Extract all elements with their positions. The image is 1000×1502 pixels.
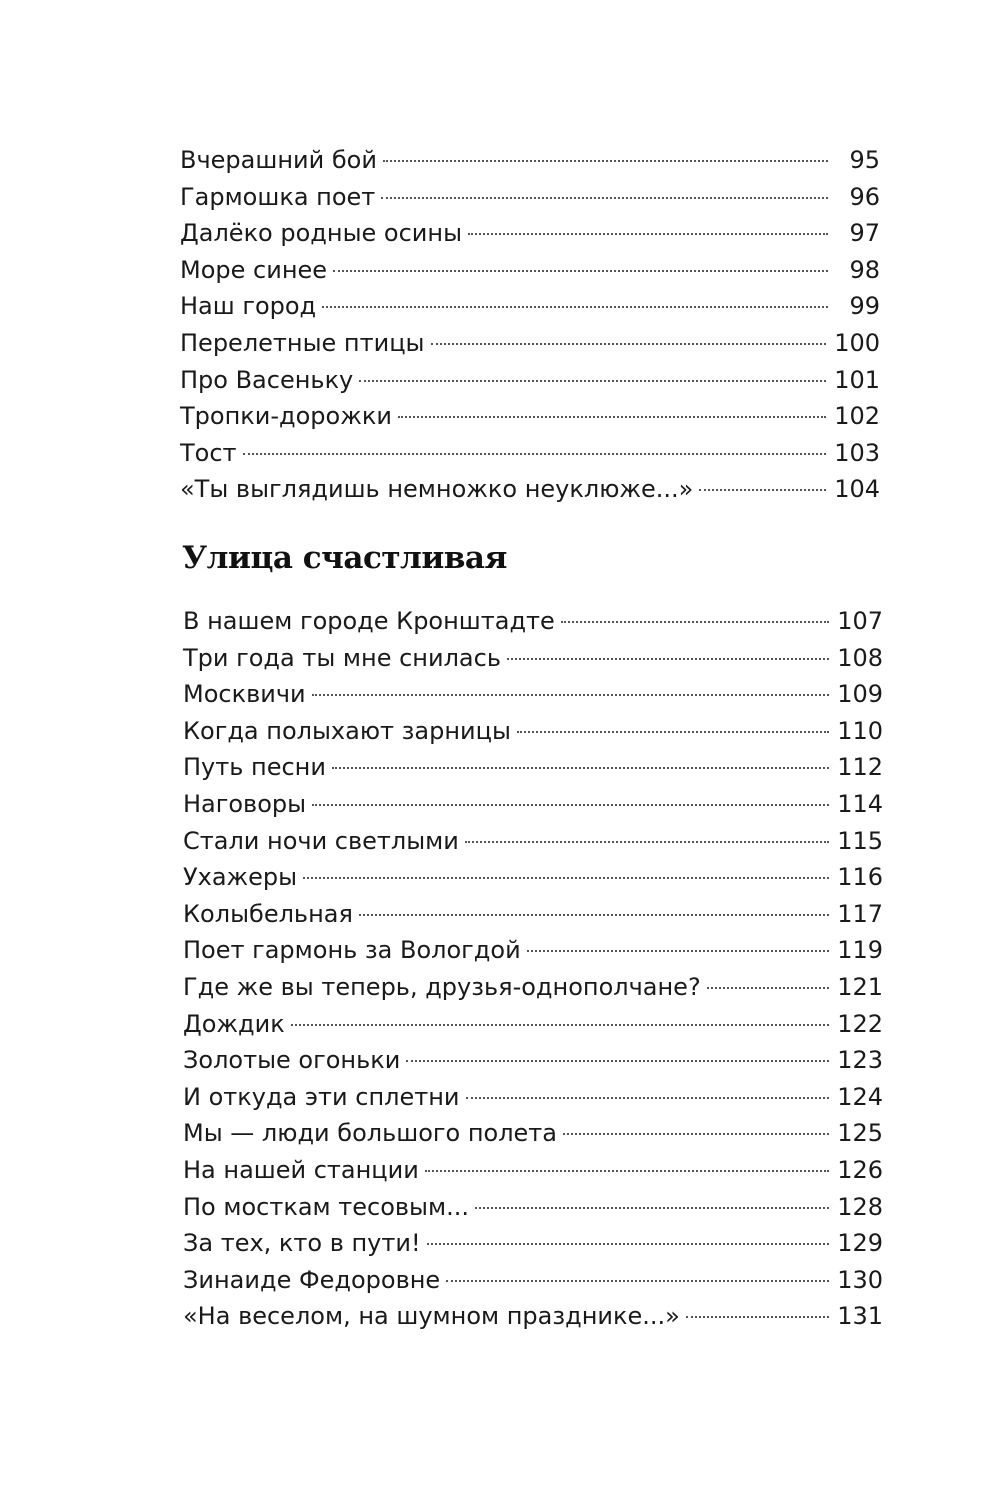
- toc-entry-page-number: 98: [849, 255, 880, 284]
- toc-entry-page-number: 116: [837, 863, 883, 892]
- toc-entry: [183, 1042, 883, 1079]
- toc-entry: [183, 640, 883, 677]
- toc-entry: [180, 215, 880, 252]
- dot-leader: [332, 767, 829, 769]
- dot-leader: [243, 453, 827, 455]
- dot-leader: [312, 804, 829, 806]
- toc-entry-title: Далёко родные осины: [180, 219, 463, 248]
- toc-entry: [183, 1225, 883, 1262]
- dot-leader: [466, 1097, 830, 1099]
- toc-entry-page-number: 96: [849, 182, 880, 211]
- table-of-contents-page: [180, 0, 883, 1502]
- toc-entry-page-number: 103: [834, 438, 880, 467]
- dot-leader: [468, 233, 828, 235]
- toc-entry-page-number: 107: [837, 607, 883, 635]
- toc-entry: [183, 786, 883, 823]
- toc-entry-page-number: 100: [834, 328, 880, 357]
- toc-entry-title: На нашей станции: [183, 1155, 419, 1184]
- toc-entry-title: Перелетные птицы: [180, 328, 425, 357]
- toc-entry-page-number: 97: [849, 219, 880, 248]
- dot-leader: [699, 489, 826, 491]
- dot-leader: [446, 1280, 829, 1282]
- toc-entry-page-number: 101: [834, 365, 880, 394]
- toc-entry: [180, 398, 880, 435]
- toc-list-section: [183, 603, 883, 1335]
- toc-entry: [183, 749, 883, 786]
- dot-leader: [383, 160, 828, 162]
- toc-entry: [183, 859, 883, 896]
- toc-entry-title: Стали ночи светлыми: [183, 826, 459, 855]
- toc-entry-title: Наш город: [180, 292, 317, 321]
- toc-entry: [183, 676, 883, 713]
- toc-entry-title: Золотые огоньки: [183, 1046, 401, 1075]
- dot-leader: [686, 1316, 829, 1318]
- toc-entry-page-number: 126: [837, 1155, 883, 1184]
- toc-entry-title: Вчерашний бой: [180, 146, 377, 174]
- toc-entry-title: Мы — люди большого полета: [183, 1119, 557, 1148]
- toc-entry-page-number: 108: [837, 643, 883, 672]
- toc-entry-page-number: 117: [837, 899, 883, 928]
- toc-entry-page-number: 110: [837, 716, 883, 745]
- dot-leader: [291, 1024, 829, 1026]
- dot-leader: [527, 950, 830, 952]
- toc-entry-title: В нашем городе Кронштадте: [183, 607, 555, 635]
- dot-leader: [427, 1243, 830, 1245]
- toc-entry-page-number: 121: [837, 972, 883, 1001]
- dot-leader: [517, 731, 829, 733]
- dot-leader: [359, 380, 826, 382]
- toc-entry-title: Тропки-дорожки: [180, 402, 392, 431]
- toc-entry-page-number: 131: [837, 1302, 883, 1331]
- toc-entry-title: Три года ты мне снилась: [183, 643, 501, 672]
- toc-entry-page-number: 125: [837, 1119, 883, 1148]
- toc-entry-title: Дождик: [183, 1009, 285, 1038]
- toc-entry-page-number: 115: [837, 826, 883, 855]
- toc-entry: [180, 435, 880, 472]
- section-heading: Улица счастливая: [182, 540, 507, 576]
- toc-entry-title: По мосткам тесовым...: [183, 1192, 469, 1221]
- toc-entry-title: Поет гармонь за Вологдой: [183, 936, 521, 965]
- dot-leader: [312, 694, 830, 696]
- toc-entry-title: Наговоры: [183, 789, 307, 818]
- toc-entry: [183, 1006, 883, 1043]
- toc-entry-title: Москвичи: [183, 680, 306, 709]
- toc-entry-page-number: 112: [837, 753, 883, 782]
- toc-list-first-block: [180, 142, 880, 508]
- dot-leader: [398, 416, 826, 418]
- toc-entry-title: Про Васеньку: [180, 365, 354, 394]
- toc-entry-title: Где же вы теперь, друзья-однополчане?: [183, 972, 701, 1001]
- toc-entry-page-number: 130: [837, 1265, 883, 1294]
- toc-entry-page-number: 114: [837, 789, 883, 818]
- toc-entry-title: Гармошка поет: [180, 182, 376, 211]
- dot-leader: [431, 343, 827, 345]
- toc-entry-page-number: 128: [837, 1192, 883, 1221]
- toc-entry: [183, 896, 883, 933]
- toc-entry-title: Когда полыхают зарницы: [183, 716, 511, 745]
- toc-entry-title: «На веселом, на шумном празднике...»: [183, 1302, 680, 1331]
- toc-entry: [180, 288, 880, 325]
- toc-entry: [183, 969, 883, 1006]
- toc-entry-page-number: 104: [834, 475, 880, 504]
- dot-leader: [406, 1060, 829, 1062]
- toc-entry: [180, 252, 880, 289]
- dot-leader: [359, 914, 829, 916]
- dot-leader: [561, 621, 829, 623]
- toc-entry: [183, 1262, 883, 1299]
- toc-entry-title: Путь песни: [183, 753, 326, 782]
- toc-entry: [183, 1298, 883, 1335]
- dot-leader: [381, 197, 828, 199]
- toc-entry-page-number: 124: [837, 1082, 883, 1111]
- dot-leader: [465, 841, 829, 843]
- dot-leader: [322, 306, 828, 308]
- dot-leader: [333, 270, 828, 272]
- toc-entry: [183, 603, 883, 640]
- toc-entry-page-number: 123: [837, 1046, 883, 1075]
- toc-entry: [183, 932, 883, 969]
- toc-entry: [180, 362, 880, 399]
- dot-leader: [475, 1207, 829, 1209]
- toc-entry-page-number: 99: [849, 292, 880, 321]
- toc-entry-title: Ухажеры: [183, 863, 298, 892]
- toc-entry-page-number: 119: [837, 936, 883, 965]
- toc-entry: [180, 471, 880, 508]
- toc-entry-page-number: 95: [849, 146, 880, 174]
- toc-entry: [183, 1115, 883, 1152]
- toc-entry-title: Колыбельная: [183, 899, 353, 928]
- toc-entry-title: Зинаиде Федоровне: [183, 1265, 441, 1294]
- toc-entry-page-number: 109: [837, 680, 883, 709]
- toc-entry-title: «Ты выглядишь немножко неуклюже...»: [180, 475, 694, 504]
- toc-entry-title: За тех, кто в пути!: [183, 1229, 421, 1258]
- toc-entry: [180, 142, 880, 179]
- toc-entry-page-number: 122: [837, 1009, 883, 1038]
- toc-entry: [183, 1079, 883, 1116]
- toc-entry-title: Море синее: [180, 255, 328, 284]
- toc-entry-title: Тост: [180, 438, 237, 467]
- toc-entry: [183, 713, 883, 750]
- toc-entry-page-number: 102: [834, 402, 880, 431]
- toc-entry: [180, 179, 880, 216]
- toc-entry: [180, 325, 880, 362]
- toc-entry-title: И откуда эти сплетни: [183, 1082, 460, 1111]
- dot-leader: [425, 1170, 829, 1172]
- toc-entry-page-number: 129: [837, 1229, 883, 1258]
- toc-entry: [183, 1152, 883, 1189]
- toc-entry: [183, 823, 883, 860]
- dot-leader: [303, 877, 829, 879]
- dot-leader: [563, 1133, 829, 1135]
- toc-entry: [183, 1189, 883, 1226]
- dot-leader: [707, 987, 830, 989]
- dot-leader: [507, 658, 829, 660]
